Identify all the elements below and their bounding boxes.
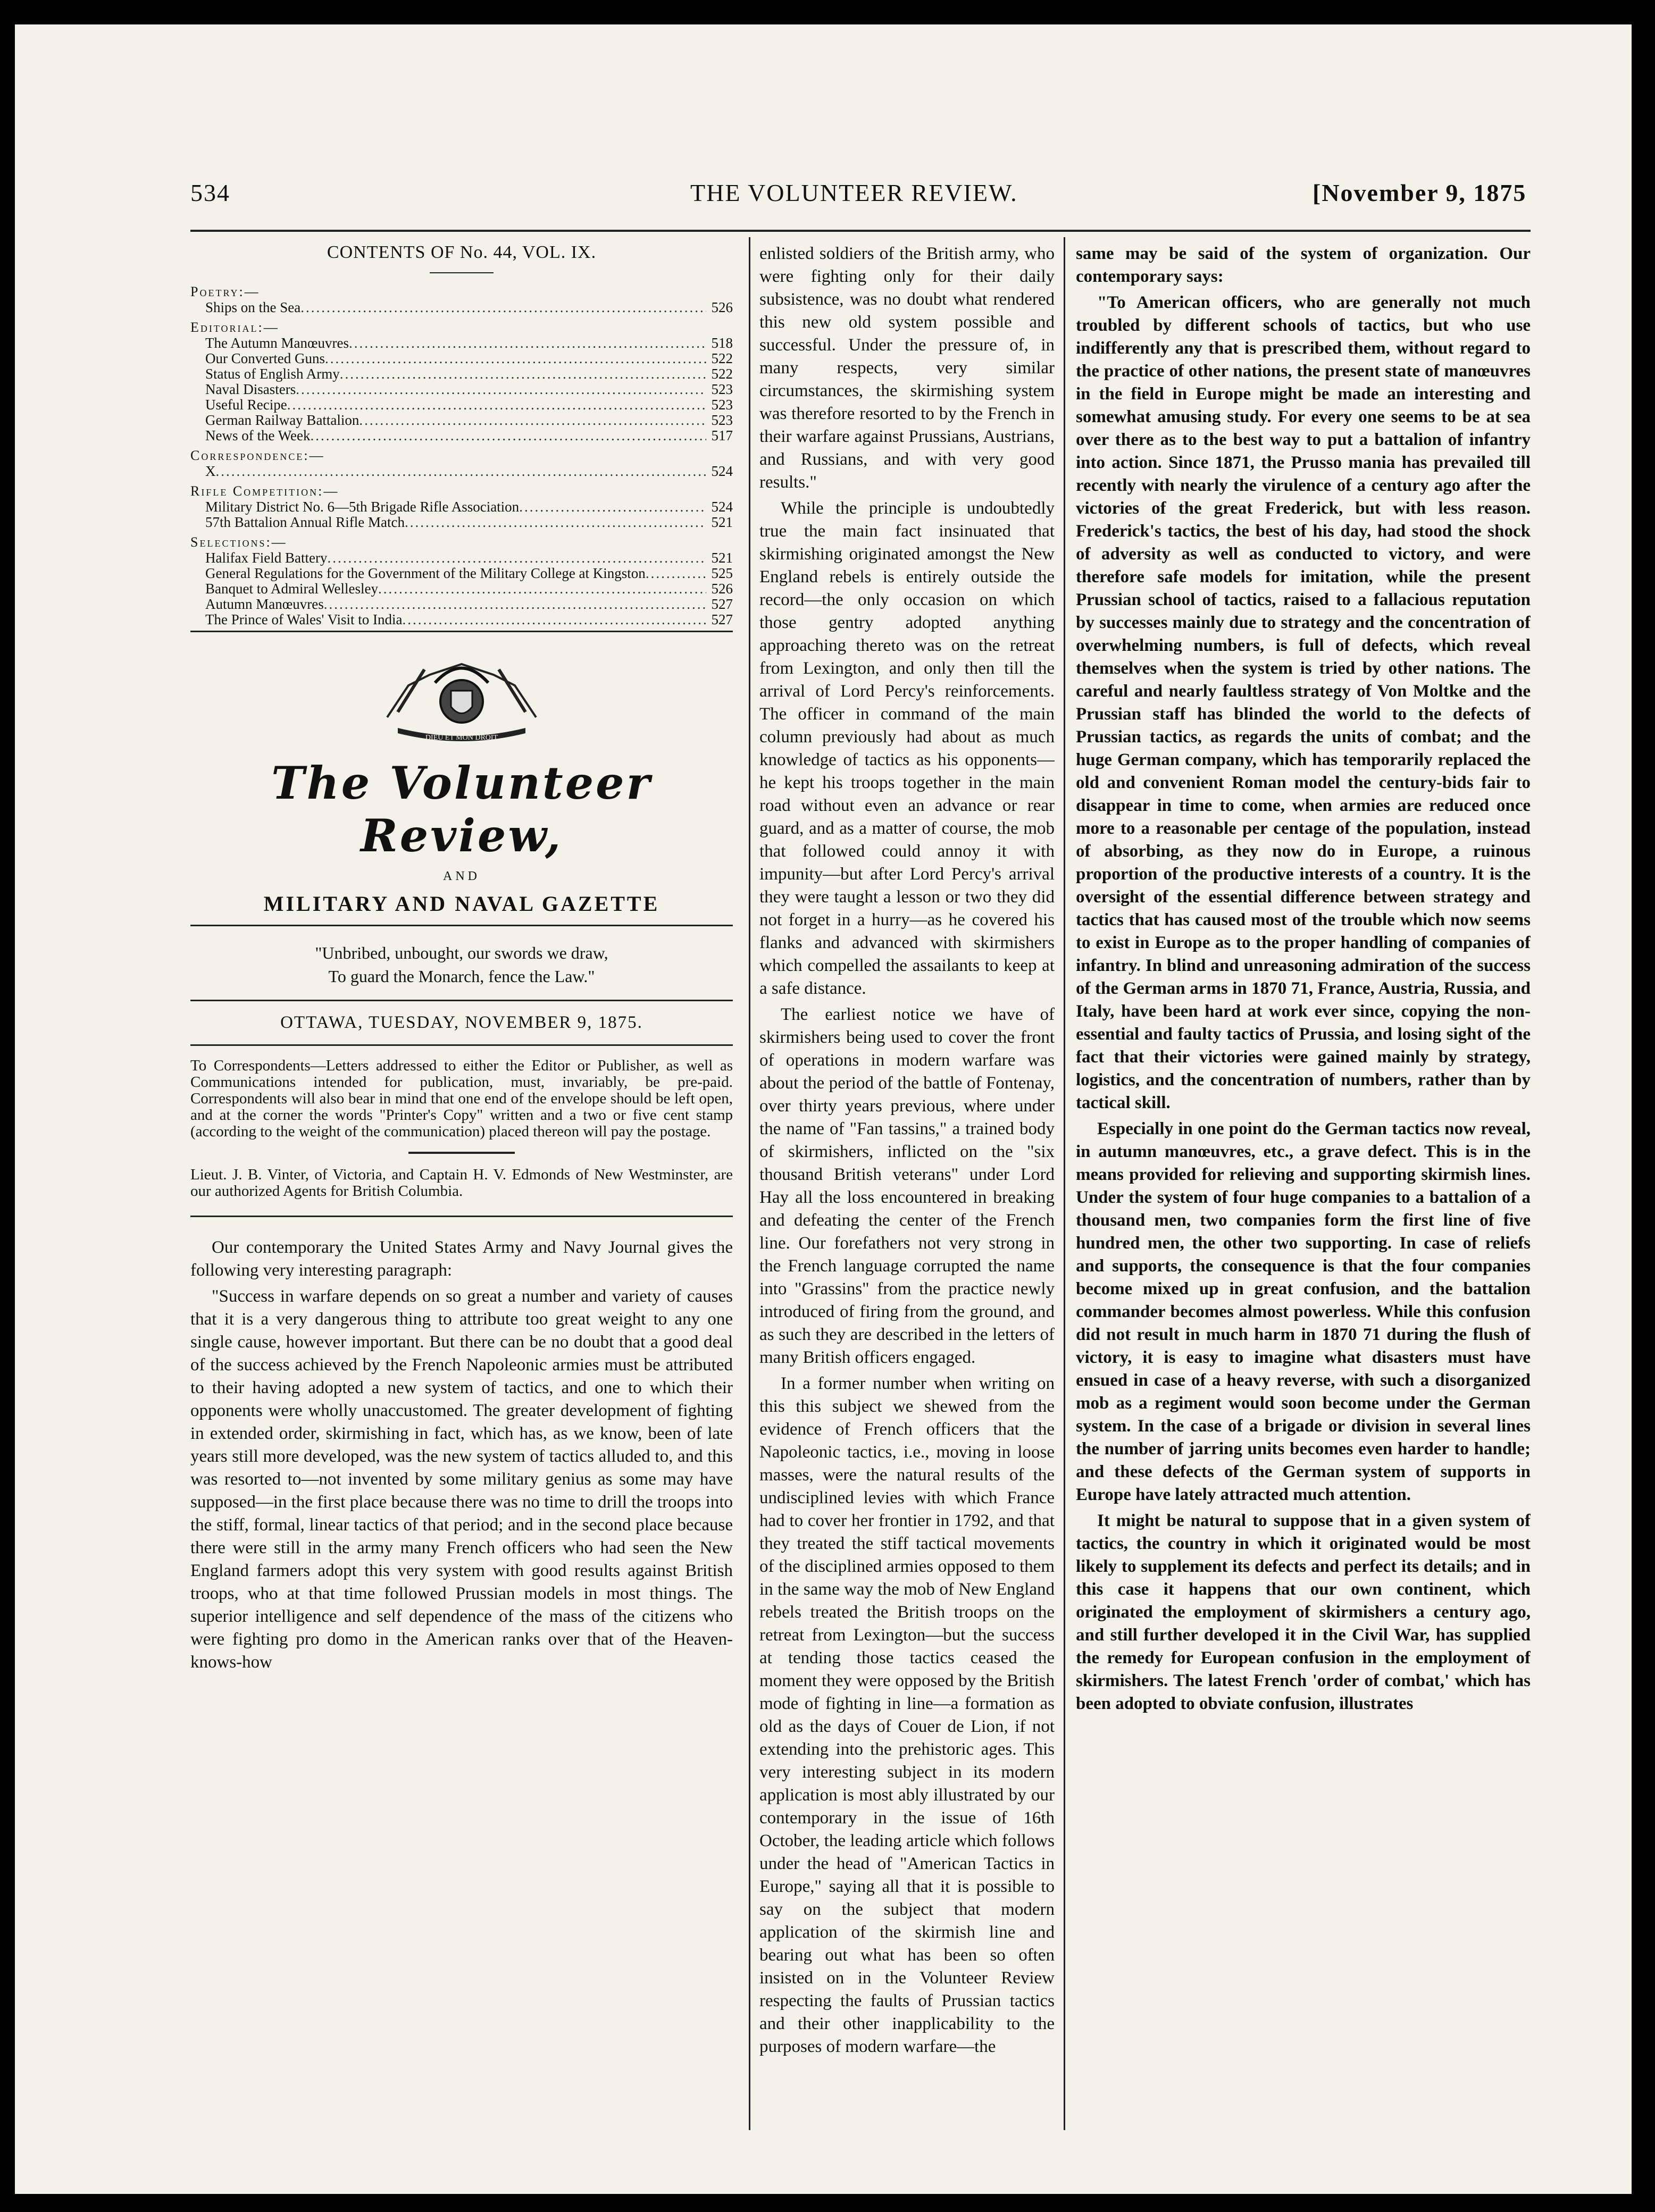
contents-item-label: X bbox=[205, 463, 216, 479]
leader-dots bbox=[359, 413, 706, 428]
masthead-and: AND bbox=[443, 869, 480, 883]
contents-item bbox=[190, 612, 733, 627]
divider bbox=[408, 1152, 515, 1154]
leader-dots bbox=[519, 499, 706, 515]
leader-dots bbox=[325, 351, 706, 366]
article-paragraph: Especially in one point do the German tactics now reveal, in autumn manœuvres, etc., a grave defect. This is in the means provided for relieving and supporting skirmish lines. Under the system of four huge companies to a battalion of a thousand men, two companies form the first line of five hundred men, the other two supporting. In case of reliefs and supports, the consequence is that the four companies become mixed up in great confusion, and the battalion commander becomes almost powerless. While this confusion did not result in much harm in 1870 71 during the flush of victory, it is easy to imagine what disasters must have ensued in case of a heavy reverse, with such a disorganized mob as a regiment would soon become under the German system. In the case of a brigade or division in several lines the number of jarring units becomes even harder to handle; and these defects of the German system of supports in Europe have lately attracted much attention. bbox=[1076, 1119, 1531, 1504]
contents-heading: CONTENTS OF No. 44, VOL. IX. bbox=[327, 242, 597, 262]
article-paragraph: same may be said of the system of organization. Our contemporary says: bbox=[1076, 244, 1531, 286]
masthead-subtitle: MILITARY AND NAVAL GAZETTE bbox=[263, 892, 660, 916]
contents-item-label: General Regulations for the Government of the Military College at Kingston bbox=[205, 565, 646, 581]
leader-dots bbox=[405, 515, 706, 530]
contents-item-page: 524 bbox=[711, 499, 733, 515]
leader-dots bbox=[324, 597, 706, 612]
article-paragraph: The earliest notice we have of skirmishers being used to cover the front of operations in modern warfare was about the period of the battle of Fontenay, over thirty years previous, where under the name of "Fan tassins," a trained body of skirmishers, inflicted on the "six thousand British veterans" under Lord Hay all the loss encountered in breaking and defeating the center of the French line. Our forefathers not very strong in the French language corrupted the name into "Grassins" from the practice newly introduced of firing from the ground, and as such they are described in the letters of many British officers engaged. bbox=[759, 1005, 1055, 1367]
contents-item-label: Halifax Field Battery bbox=[205, 550, 328, 566]
correspondents-notice: To Correspondents—Letters addressed to either the Editor or Publisher, as well as Communications intended for publication, must, invariably, be pre-paid. Correspondents will also bear in mind that one end of the envelope should be left open, and at the corner the words "Printer's Copy" written and a two or five cent stamp (according to the weight of the communication) placed thereon will pay the postage. bbox=[190, 1057, 733, 1140]
contents-item-label: Autumn Manœuvres bbox=[205, 596, 324, 612]
article-column-3 bbox=[1076, 242, 1531, 2130]
leader-dots bbox=[327, 550, 706, 566]
leader-dots bbox=[646, 566, 706, 581]
leader-dots bbox=[340, 366, 706, 382]
article-paragraph: Our contemporary the United States Army and Navy Journal gives the following very interesting paragraph: bbox=[190, 1238, 733, 1280]
leader-dots bbox=[216, 464, 707, 479]
contents-item-page: 524 bbox=[711, 463, 733, 479]
contents-section-title: Rifle Competition:— bbox=[190, 483, 339, 499]
header-rule bbox=[190, 230, 1531, 232]
contents-item-page: 523 bbox=[711, 381, 733, 397]
contents-item-label: German Railway Battalion bbox=[205, 412, 360, 428]
contents-item-page: 527 bbox=[711, 611, 733, 627]
contents-item bbox=[190, 300, 733, 315]
contents-item bbox=[190, 428, 733, 443]
leader-dots bbox=[403, 612, 707, 627]
contents-item bbox=[190, 515, 733, 530]
contents-item bbox=[190, 581, 733, 597]
divider bbox=[190, 1000, 733, 1001]
article-column-2 bbox=[759, 242, 1055, 2130]
contents-item bbox=[190, 397, 733, 413]
motto-line-1: "Unbribed, unbought, our swords we draw, bbox=[315, 943, 608, 962]
crest-emblem bbox=[190, 653, 733, 751]
contents-item-label: Status of English Army bbox=[205, 366, 340, 382]
contents-section-title: Poetry:— bbox=[190, 284, 260, 299]
leader-dots bbox=[349, 336, 706, 351]
contents-item bbox=[190, 499, 733, 515]
leader-dots bbox=[378, 581, 706, 597]
contents-section-title: Editorial:— bbox=[190, 320, 279, 335]
contents-item bbox=[190, 382, 733, 397]
column-1 bbox=[190, 242, 733, 2130]
contents-item-page: 522 bbox=[711, 366, 733, 382]
contents-item-label: The Prince of Wales' Visit to India bbox=[205, 611, 403, 627]
leader-dots bbox=[300, 300, 706, 315]
column-rule bbox=[1064, 237, 1065, 2130]
contents-item-page: 522 bbox=[711, 350, 733, 366]
dateline: OTTAWA, TUESDAY, NOVEMBER 9, 1875. bbox=[280, 1013, 643, 1032]
divider bbox=[190, 925, 733, 926]
article-column-3-body bbox=[1076, 242, 1531, 1715]
article-column-2-body bbox=[759, 242, 1055, 2058]
article-paragraph: "To American officers, who are generally not much troubled by different schools of tactics, but who use indifferently any that is prescribed them, without regard to the practice of other nations, the present state of manœuvres in the field in Europe might be made an interesting and somewhat amusing study. For every one seems to be at sea over there as to the best way to put a battalion of infantry into action. Since 1871, the Prusso mania has prevailed till recently with nearly the virulence of a century ago after the victories of the great Frederick, but with less reason. Frederick's tactics, the best of his day, had stood the shock of adversity as well as conducted to victory, and were therefore safe models for imitation, while the present Prussian school of tactics, raised to a fallacious reputation by successes mainly due to strategy and the concentration of overwhelming numbers, is full of defects, which reveal themselves when the system is tried by other nations. The careful and nearly faultless strategy of Von Moltke and the Prussian staff has blinded the world to the defects of Prussian tactics, as regards the units of combat; and the huge German company, which has temporarily replaced the old and convenient Roman model the century-bids fair to disappear in time to come, when armies are reduced once more to a reasonable per centage of the population, instead of absorbing, as they now do in Europe, a ruinous proportion of the productive interests of a country. It is the oversight of the essential difference between strategy and tactics that has caused most of the trouble which now seems to exist in Europe as to the proper handling of companies of infantry. In blind and unreasoning admiration of the success of the German arms in 1870 71, France, Austria, Russia, and Italy, have been hard at work ever since, copying the non-essential and faulty tactics of Prussia, and losing sight of the fact that their victories were gained mainly by strategy, logistics, and the concentration of numbers, rather than by tactical skill. bbox=[1076, 293, 1531, 1112]
article-paragraph: While the principle is undoubtedly true the main fact insinuated that skirmishing originated amongst the New England rebels is entirely outside the record—the only occasion on which those gentry adopted anything approaching thereto was on the retreat from Lexington, and only then till the arrival of Lord Percy's reinforcements. The officer in command of the main column previously had about as much knowledge of tactics as his opponents—he kept his troops together in the main road without even an advance or rear guard, and as a matter of course, the mob that followed could annoy it with impunity—but after Lord Percy's arrival they were taught a lesson or two they did not forget in a hurry—as he covered his flanks and advanced with skirmishers which compelled the assailants to keep at a safe distance. bbox=[759, 499, 1055, 998]
divider bbox=[190, 1216, 733, 1217]
issue-date: [November 9, 1875 bbox=[1313, 179, 1527, 206]
contents-item-page: 526 bbox=[711, 581, 733, 597]
agents-notice: Lieut. J. B. Vinter, of Victoria, and Captain H. V. Edmonds of New Westminster, are our authorized Agents for British Columbia. bbox=[190, 1166, 733, 1200]
article-paragraph: In a former number when writing on this this subject we shewed from the evidence of French officers that the Napoleonic tactics, i.e., moving in loose masses, were the natural results of the undisciplined levies with which France had to cover her frontier in 1792, and that they treated the stiff tactical movements of the disciplined armies opposed to them in the same way the mob of New England rebels treated the British troops on the retreat from Lexington—but the success at tending those tactics ceased the moment they were opposed by the British mode of fighting in line—a formation as old as the days of Couer de Lion, if not extending into the prehistoric ages. This very interesting subject in its modern application is most ably illustrated by our contemporary in the issue of 16th October, the leading article which follows under the head of "American Tactics in Europe," saying all that it is possible to say on the subject that modern application of the skirmish line and bearing out what has been so often insisted on in the Volunteer Review respecting the faults of Prussian tactics and their other inapplicability to the purposes of modern warfare—the bbox=[759, 1374, 1055, 2056]
masthead-title: The Volunteer Review, bbox=[271, 757, 652, 862]
leader-dots bbox=[296, 382, 706, 397]
contents-item bbox=[190, 550, 733, 566]
contents-item-label: News of the Week bbox=[205, 428, 311, 443]
contents-item-label: Military District No. 6—5th Brigade Rifle Association bbox=[205, 499, 520, 515]
contents-item bbox=[190, 464, 733, 479]
masthead-motto bbox=[190, 941, 733, 988]
contents-item-page: 523 bbox=[711, 397, 733, 413]
leader-dots bbox=[287, 397, 706, 413]
contents-item-label: Banquet to Admiral Wellesley bbox=[205, 581, 379, 597]
contents-section-title: Selections:— bbox=[190, 534, 287, 550]
article-paragraph: It might be natural to suppose that in a given system of tactics, the country in which it originated would be most likely to supplement its defects and perfect its details; and in this case it happens that our own continent, which originated the employment of skirmishers a century ago, and still further developed it in the Civil War, has supplied the remedy for European confusion in the employment of skirmishers. The latest French 'order of combat,' which has been adopted to obviate confusion, illustrates bbox=[1076, 1511, 1531, 1713]
contents-item bbox=[190, 336, 733, 351]
contents-item bbox=[190, 413, 733, 428]
newspaper-title: THE VOLUNTEER REVIEW. bbox=[690, 179, 1018, 206]
contents-item-page: 517 bbox=[711, 428, 733, 443]
contents-item-page: 523 bbox=[711, 412, 733, 428]
divider bbox=[430, 272, 494, 273]
contents-item-page: 527 bbox=[711, 596, 733, 612]
motto-line-2: To guard the Monarch, fence the Law." bbox=[328, 967, 595, 986]
contents-item-label: The Autumn Manœuvres bbox=[205, 335, 349, 351]
contents-item-page: 521 bbox=[711, 550, 733, 566]
column-rule bbox=[749, 237, 750, 2130]
contents-item-page: 521 bbox=[711, 514, 733, 530]
contents-item-page: 525 bbox=[711, 565, 733, 581]
contents-item-label: 57th Battalion Annual Rifle Match bbox=[205, 514, 405, 530]
contents-item bbox=[190, 597, 733, 612]
contents-list bbox=[190, 284, 733, 627]
contents-item-label: Naval Disasters bbox=[205, 381, 296, 397]
contents-item bbox=[190, 366, 733, 382]
page-number: 534 bbox=[190, 179, 230, 206]
contents-item-page: 518 bbox=[711, 335, 733, 351]
contents-item-page: 526 bbox=[711, 299, 733, 315]
crest-motto: DIEU ET MON DROIT bbox=[425, 734, 498, 742]
divider bbox=[190, 1044, 733, 1046]
article-column-1-body bbox=[190, 1236, 733, 1674]
contents-item-label: Ships on the Sea bbox=[205, 299, 301, 315]
article-column-1 bbox=[190, 1236, 733, 1901]
article-paragraph: enlisted soldiers of the British army, who were fighting only for their daily subsistence, was no doubt what rendered this new old system possible and successful. Under the pressure of, in many respects, very similar circumstances, the skirmishing system was therefore resorted to by the French in their warfare against Prussians, Austrians, and Russians, and with very good results." bbox=[759, 244, 1055, 492]
contents-section-title: Correspondence:— bbox=[190, 448, 325, 463]
leader-dots bbox=[311, 428, 706, 443]
divider bbox=[190, 631, 733, 632]
contents-item bbox=[190, 566, 733, 581]
newspaper-page bbox=[15, 24, 1632, 2194]
contents-item bbox=[190, 351, 733, 366]
article-paragraph: "Success in warfare depends on so great a number and variety of causes that it is a very dangerous thing to attribute too great weight to any one single cause, however important. But there can be no doubt that a good deal of the success achieved by the French Napoleonic armies must be attributed to their having adopted a new system of tactics, and one to which their opponents were wholly unaccustomed. The greater development of fighting in extended order, skirmishing in fact, which has, as we know, been of late years still more developed, was the new system of tactics alluded to, and this was resorted to—not invented by some military genius as some may have supposed—in the first place because there was no time to drill the troops into the stiff, formal, linear tactics of that period; and in the second place because there were still in the army many French officers who had seen the New England farmers adopt this very system with good results against British troops, who at that time followed Prussian models in most things. The superior intelligence and self dependence of the mass of the citizens who were fighting pro domo in the American ranks over that of the Heaven-knows-how bbox=[190, 1287, 733, 1672]
contents-item-label: Useful Recipe bbox=[205, 397, 287, 413]
contents-item-label: Our Converted Guns bbox=[205, 350, 325, 366]
